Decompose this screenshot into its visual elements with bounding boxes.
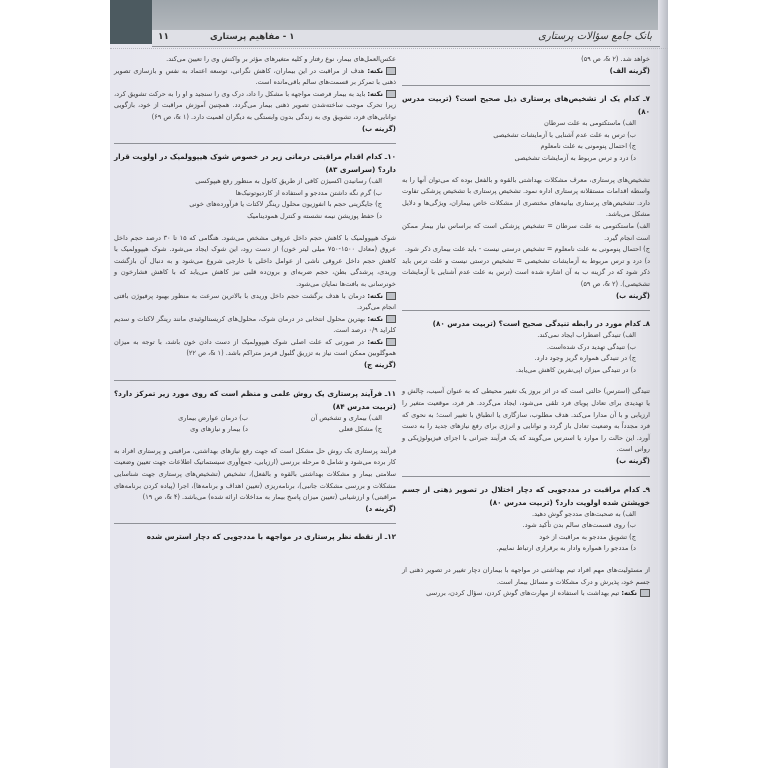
- note-icon: [386, 292, 396, 300]
- page-corner-block: [110, 0, 152, 44]
- answer-label: (گزینه ب): [361, 124, 396, 133]
- note-icon: [386, 315, 396, 323]
- note-label: نکته:: [367, 314, 383, 323]
- divider: [402, 476, 650, 477]
- page-top-band: [110, 0, 668, 30]
- book-title: بانک جامع سؤالات پرستاری: [538, 31, 652, 42]
- answer-label: (گزینه ج): [363, 361, 396, 370]
- right-column: [402, 54, 650, 600]
- question-10-title: ۱۰ـ کدام اقدام مراقبتی درمانی زیر در خصوص شوک هیپوولمیک در اولویت قرار دارد؟ (سراسری ۸۳): [114, 152, 396, 175]
- option: ب) ترس به علت عدم آشنایی با آزمایشات تشخیصی: [493, 130, 636, 139]
- explanation: د) درد و ترس مربوط به آزمایشات تشخیصی = تشخیص درستی نیست و علت ترس باید ذکر شود که در گزینه ب به آن اشاره شده است (ترس به علت عدم آشنایی با آزمایشات تشخیصی). (۲ &، ص ۵۹): [402, 256, 650, 288]
- option: ج) تشویق مددجو به مراقبت از خود: [539, 532, 636, 541]
- answer-label: (گزینه ب): [615, 291, 650, 300]
- note-icon: [386, 338, 396, 346]
- question-11-title: ۱۱ـ فرآیند پرستاری یک روش علمی و منظم است که روی مورد زیر تمرکز دارد؟ (تربیت مدرس ۸۴): [114, 388, 396, 411]
- note: [114, 337, 396, 360]
- options-grid: [114, 413, 396, 436]
- option: د) درد و ترس مربوط به آزمایشات تشخیصی: [514, 153, 636, 162]
- note: [114, 66, 396, 89]
- divider: [402, 85, 650, 86]
- question-8-title: ۸ـ کدام مورد در رابطه تنیدگی صحیح است؟ (تربیت مدرس ۸۰): [432, 319, 650, 329]
- question-12-title: ۱۲ـ از نقطه نظر پرستاری در مواجهه با مددجویی که دچار استرس شده: [146, 532, 396, 542]
- option: ج) در تنیدگی همواره گریز وجود دارد.: [534, 354, 636, 363]
- note: [114, 314, 396, 337]
- note: [114, 89, 396, 124]
- explanation: الف) ماستکتومی به علت سرطان = تشخیص پزشکی است که براساس نیاز بیمار ممکن است انجام گیرد.: [402, 221, 650, 242]
- answer-label: (گزینه د): [365, 504, 396, 513]
- note-icon: [640, 589, 650, 597]
- note-text: در صورتی که علت اصلی شوک هیپوولمیک از دست دادن خون باشد، با توجه به میزان هموگلوبین ممکن است نیاز به تزریق گلبول قرمز متراکم باشد. (۱ &، ص ۲۲): [114, 337, 396, 358]
- option: الف) رسانیدن اکسیژن کافی از طریق کانول به منظور رفع هیپوکسی: [195, 177, 382, 186]
- explanation: تشخیص‌های پرستاری، معرف مشکلات بهداشتی بالقوه و بالفعل بوده که می‌توان آنها را به واسطه اقدامات مستقلانه پرستاری اداره نمود. تشخیص پرستاری با تشخیص پزشکی تفاوت دارد. تشخیص‌های پرستاری بیانیه‌های مختصری از مشکلات خاص بیماران، ویژگی‌ها و دلایل مشکل می‌باشد.: [402, 175, 650, 219]
- explanation: ج) احتمال پنومونی به علت نامعلوم = تشخیص درستی نیست - باید علت بیماری ذکر شود.: [404, 245, 650, 254]
- divider: [114, 143, 396, 144]
- option: ب) تنیدگی تهدید درک شده‌است.: [546, 342, 636, 351]
- note-label: نکته:: [367, 337, 383, 346]
- option: ج) احتمال پنومونی به علت نامعلوم: [540, 142, 636, 151]
- option: الف) بیماری و تشخیص آن: [310, 413, 382, 422]
- option: د) در تنیدگی میزان اپی‌نفرین کاهش می‌یابد.: [515, 365, 636, 374]
- note: [114, 291, 396, 314]
- carryover-text: عکس‌العمل‌های بیمار، نوع رفتار و کلیه متغیرهای مؤثر بر واکنش وی را تعیین می‌کند.: [166, 55, 396, 63]
- note-text: درمان با هدف برگشت حجم داخل وریدی با بالاترین سرعت به منظور بهبود پرفیوژن بافتی انجام می‌گیرد.: [114, 291, 396, 312]
- note-icon: [386, 90, 396, 98]
- option: د) حفظ پوزیشن نیمه نشسته و کنترل همودینامیک: [247, 211, 382, 220]
- option: د) بیمار و نیازهای وی: [190, 425, 248, 434]
- note-label: نکته:: [367, 66, 383, 75]
- answer-label: (گزینه ب): [615, 457, 650, 466]
- note-text: باید به بیمار فرصت مواجهه با مشکل را داد، درک وی را سنجید و او را به حرکت تشویق کرد، زیرا تحرک موجب ساخته‌شدن تصویر ذهنی بیمار می‌گردد. همچنین آموزش مراقبت از خود، بازگویی توانایی‌های فرد، تشویق وی به زندگی بدون وابستگی به دیگران اهمیت دارد. (۱ &، ص ۶۹): [114, 89, 396, 121]
- note-label: نکته:: [367, 89, 383, 98]
- option: الف) تنیدگی اضطراب ایجاد نمی‌کند.: [537, 331, 636, 340]
- note-text: تیم بهداشت با استفاده از مهارت‌های گوش کردن، سؤال کردن، بررسی: [426, 589, 620, 598]
- option: ب) درمان عوارض بیماری: [178, 413, 248, 422]
- divider: [114, 380, 396, 381]
- note-label: نکته:: [367, 291, 383, 300]
- option: الف) به صحبت‌های مددجو گوش دهید.: [531, 509, 636, 518]
- note: [402, 588, 650, 600]
- note-text: هدف از مراقبت در این بیماران، کاهش نگرانی، توسعه اعتماد به نفس و بازسازی تصویر ذهنی با تمرکز بر قسمت‌های سالم باقی‌مانده است.: [114, 66, 396, 87]
- running-header: [152, 30, 660, 47]
- page-edge-shadow: [658, 0, 668, 768]
- option: ج) جایگزینی حجم با انفوزیون محلول رینگر لاکتات یا فرآورده‌های خونی: [189, 200, 382, 209]
- note-label: نکته:: [621, 589, 637, 598]
- explanation: تنیدگی (استرس) حالتی است که در اثر بروز یک تغییر محیطی که به عنوان آسیب، چالش و یا تهدیدی برای تعادل پویای فرد تلقی می‌شود، ایجاد می‌گردد. هر فرد، موقعیت متغیر را ارزیابی و با آن مدارا می‌کند. هدف مطلوب، سازگاری یا انطباق با تغییر است؛ به نحوی که فرد مجدداً به وضعیت تعادل باز گردد و توانایی و انرژی برای رفع نیازهای جدید را به دست آورد. این حالت را موارد یا استرس می‌گویند که یک فرآیند جبرانی با اجزای فیزیولوژیکی و روانی است.: [402, 387, 650, 454]
- explanation: شوک هیپوولمیک با کاهش حجم داخل عروقی مشخص می‌شود. هنگامی که ۱۵ تا ۳۰ درصد حجم داخل عروق (معادل ۱۵۰۰-۷۵۰ میلی لیتر خون) از دست رود، این شوک ایجاد می‌شود. شوک هیپوولمیک با کاهش حجم داخل عروقی ناشی از عوامل داخلی یا خارجی شروع می‌شود و به دنبال آن بازگشت وریدی، پرشدگی بطن، حجم ضربه‌ای و برون‌ده قلبی نیز کاهش می‌یابد که با کاهش فشارخون و خونرسانی به بافت‌ها نمایان می‌شود.: [114, 233, 397, 288]
- note-icon: [386, 67, 396, 75]
- option: ب) روی قسمت‌های سالم بدن تأکید شود.: [522, 521, 636, 530]
- option: ب) گرم نگه داشتن مددجو و استفاده از کاردیوتونیک‌ها: [235, 188, 382, 197]
- option: د) مددجو را همواره وادار به برقراری ارتباط نماییم.: [496, 544, 636, 553]
- answer-label: (گزینه الف): [609, 66, 650, 75]
- explanation: فرآیند پرستاری یک روش حل مشکل است که جهت رفع نیازهای بهداشتی، مراقبتی و پرستاری افراد به کار برده می‌شود و شامل ۵ مرحله بررسی (ارزیابی، جمع‌آوری سیستماتیک اطلاعات جهت تعیین وضعیت سلامتی بیمار و مشکلات بهداشتی بالقوه و بالفعل)، تشخیص (تشخیص‌های پرستاری جهت شناسایی مشکلات و بررسی مشکلات جانبی)، برنامه‌ریزی (تعیین اهداف و برنامه‌ها)، اجرا (پیاده کردن برنامه‌های مراقبتی) و ارزشیابی (تعیین میزان پاسخ بیمار به مداخلات ارائه شده) می‌باشد. (۴ &، ص ۱۹): [114, 446, 396, 502]
- left-column: [114, 54, 396, 543]
- explanation: از مسئولیت‌های مهم افراد تیم بهداشتی در مواجهه با بیماران دچار تغییر در تصویر ذهنی از جسم خود، پذیرش و درک مشکلات و مسائل بیمار است.: [402, 566, 650, 586]
- book-page: [110, 0, 668, 768]
- option: ج) مشکل فعلی: [338, 425, 382, 434]
- header-divider: [110, 48, 668, 49]
- chapter-title: ۱ - مفاهیم پرستاری: [210, 32, 295, 42]
- page-number: ۱۱: [158, 32, 169, 42]
- question-9-title: ۹ـ کدام مراقبت در مددجویی که دچار اختلال در تصویر ذهنی از جسم خویشتن شده اولویت دارد؟ (تربیت مدرس ۸۰): [402, 484, 650, 507]
- divider: [402, 310, 650, 311]
- divider: [114, 523, 396, 524]
- carryover-text: خواهد شد. (۲ &، ص ۵۹): [581, 55, 650, 63]
- option: الف) ماستکتومی به علت سرطان: [544, 119, 636, 128]
- note-text: بهترین محلول انتخابی در درمان شوک، محلول‌های کریستالوئیدی مانند رینگر لاکتات و سدیم کلراید ۰/۹ درصد است.: [114, 314, 396, 335]
- question-7-title: ۷ـ کدام یک از تشخیص‌های پرستاری ذیل صحیح است؟ (تربیت مدرس ۸۰): [402, 94, 650, 117]
